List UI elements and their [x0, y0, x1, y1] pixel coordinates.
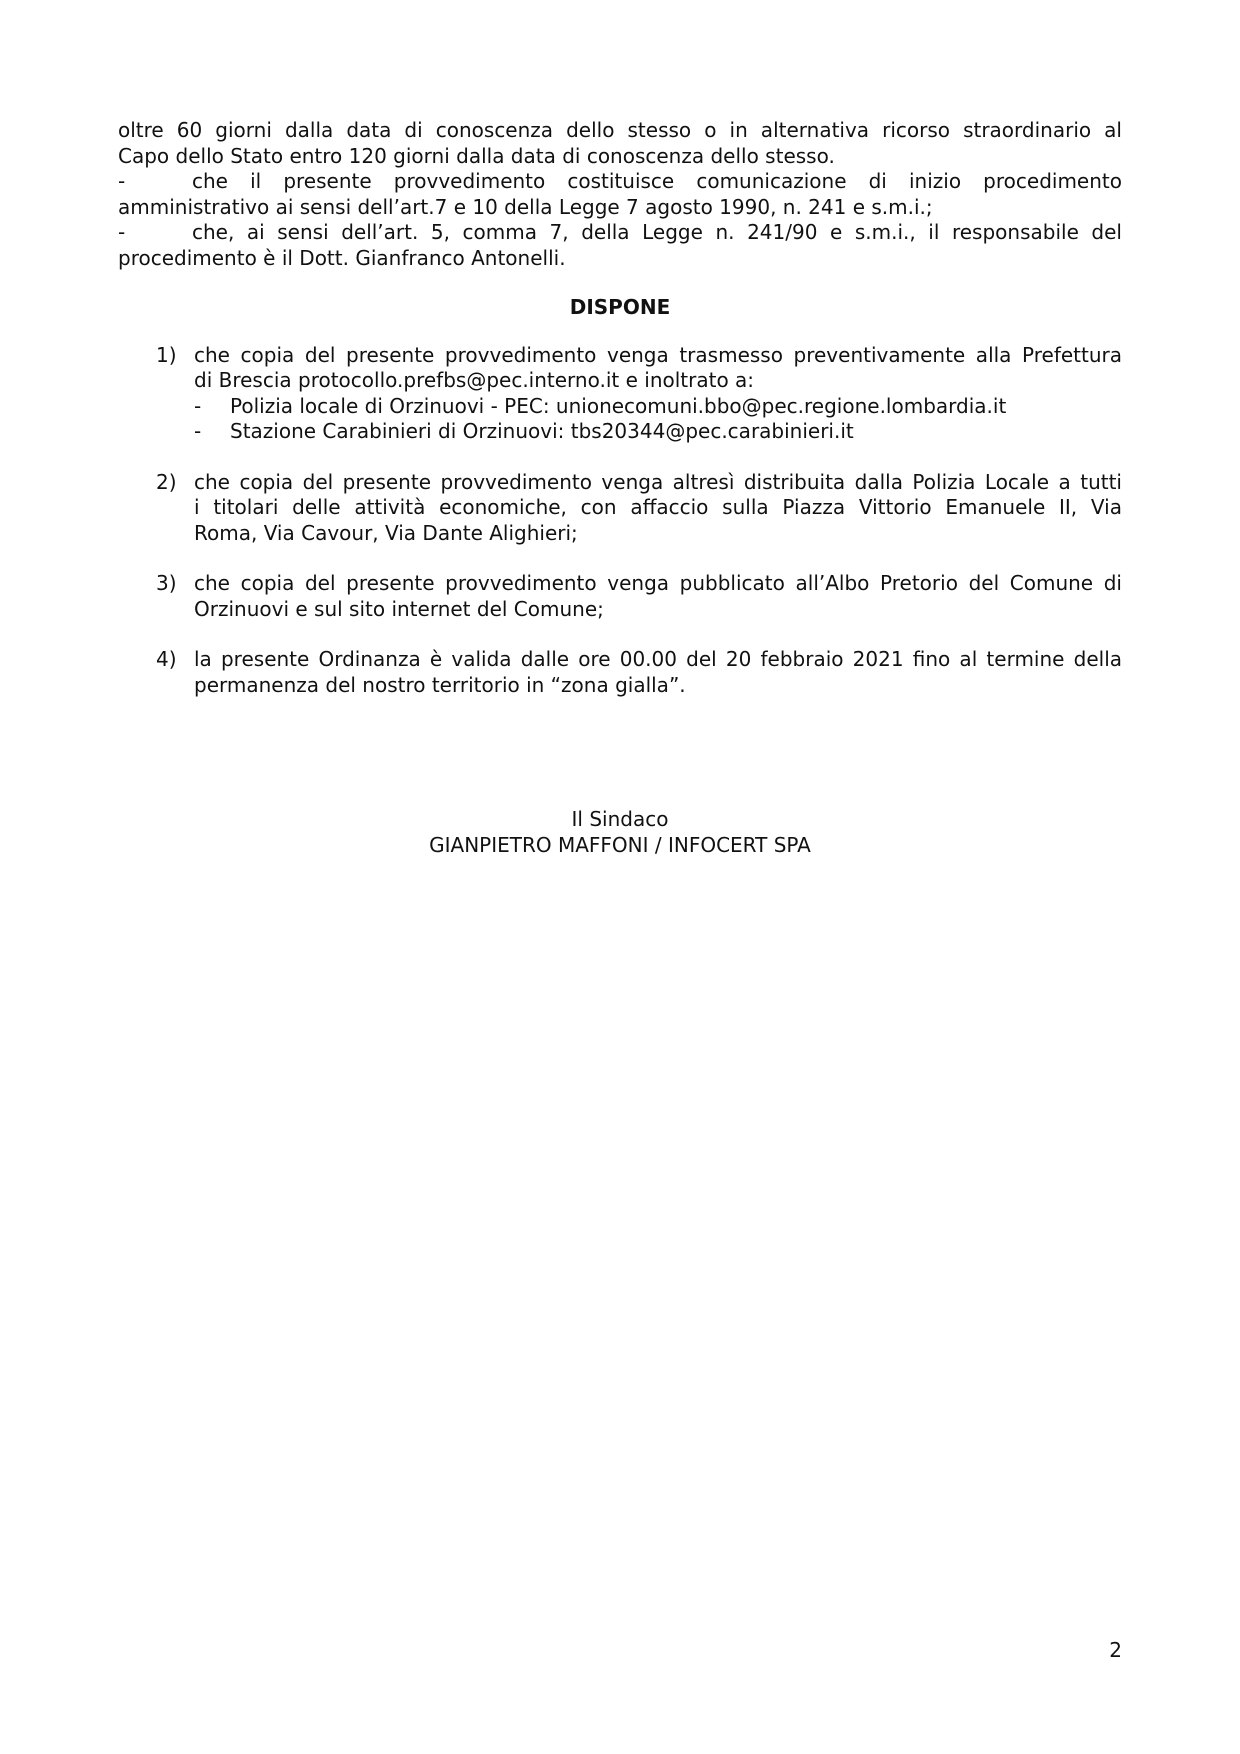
- item-line: i titolari delle attività economiche, con affaccio sulla Piazza Vittorio Emanuele II, Via: [194, 495, 1122, 519]
- intro-bullet-1-continuation: amministrativo ai sensi dell’art.7 e 10 della Legge 7 agosto 1990, n. 241 e s.m.i.;: [118, 194, 933, 219]
- bullet-text: che, ai sensi dell’art. 5, comma 7, della Legge n. 241/90 e s.m.i., il responsabile del: [192, 220, 1122, 244]
- bullet-dash: -: [118, 220, 126, 244]
- list-item-3: [156, 571, 1122, 622]
- intro-line-1: oltre 60 giorni dalla data di conoscenza dello stesso o in alternativa ricorso straordinario al: [118, 118, 1122, 142]
- item-number: 1): [156, 342, 177, 367]
- item-body: [194, 647, 1122, 698]
- section-heading: DISPONE: [569, 295, 671, 319]
- page-number: 2: [1109, 1638, 1122, 1662]
- sub-item-polizia: [194, 394, 1122, 420]
- item-line: Orzinuovi e sul sito internet del Comune;: [194, 596, 604, 621]
- list-item-2: [156, 470, 1122, 547]
- item-body: [194, 571, 1122, 622]
- item-line: che copia del presente provvedimento venga trasmesso preventivamente alla Prefettura: [194, 342, 1122, 367]
- item-number: 4): [156, 647, 177, 671]
- signature-block: [118, 807, 1122, 858]
- intro-bullet-2: [118, 220, 1122, 246]
- item-line: la presente Ordinanza è valida dalle ore 00.00 del 20 febbraio 2021 fino al termine della: [194, 647, 1122, 671]
- intro-bullet-1: [118, 169, 1122, 195]
- bullet-text: che il presente provvedimento costituisce comunicazione di inizio procedimento: [192, 169, 1122, 193]
- bullet-dash: -: [118, 169, 126, 193]
- item-line: che copia del presente provvedimento venga pubblicato all’Albo Pretorio del Comune di: [194, 571, 1122, 595]
- intro-bullet-2-continuation: procedimento è il Dott. Gianfranco Antonelli.: [118, 245, 566, 270]
- item-number: 3): [156, 571, 177, 595]
- item-body: [194, 470, 1122, 547]
- item-line: permanenza del nostro territorio in “zona gialla”.: [194, 672, 686, 697]
- sub-dash: -: [194, 419, 202, 443]
- document-body: [118, 118, 1122, 723]
- signature-role: Il Sindaco: [571, 807, 669, 831]
- sub-dash: -: [194, 393, 202, 418]
- sub-item-carabinieri: [194, 419, 1122, 445]
- list-item-1: [156, 343, 1122, 445]
- item-line: Roma, Via Cavour, Via Dante Alighieri;: [194, 520, 578, 545]
- sub-text: Polizia locale di Orzinuovi - PEC: unionecomuni.bbo@pec.regione.lombardia.it: [230, 393, 1007, 418]
- list-item-4: [156, 647, 1122, 698]
- intro-line-2: Capo dello Stato entro 120 giorni dalla data di conoscenza dello stesso.: [118, 143, 835, 168]
- signature-name: GIANPIETRO MAFFONI / INFOCERT SPA: [429, 832, 811, 857]
- item-line: di Brescia protocollo.prefbs@pec.interno.it e inoltrato a:: [194, 368, 755, 392]
- item-body: [194, 343, 1122, 445]
- sub-text: Stazione Carabinieri di Orzinuovi: tbs20344@pec.carabinieri.it: [230, 419, 854, 443]
- item-number: 2): [156, 469, 177, 494]
- item-line: che copia del presente provvedimento venga altresì distribuita dalla Polizia Locale a tutti: [194, 469, 1122, 494]
